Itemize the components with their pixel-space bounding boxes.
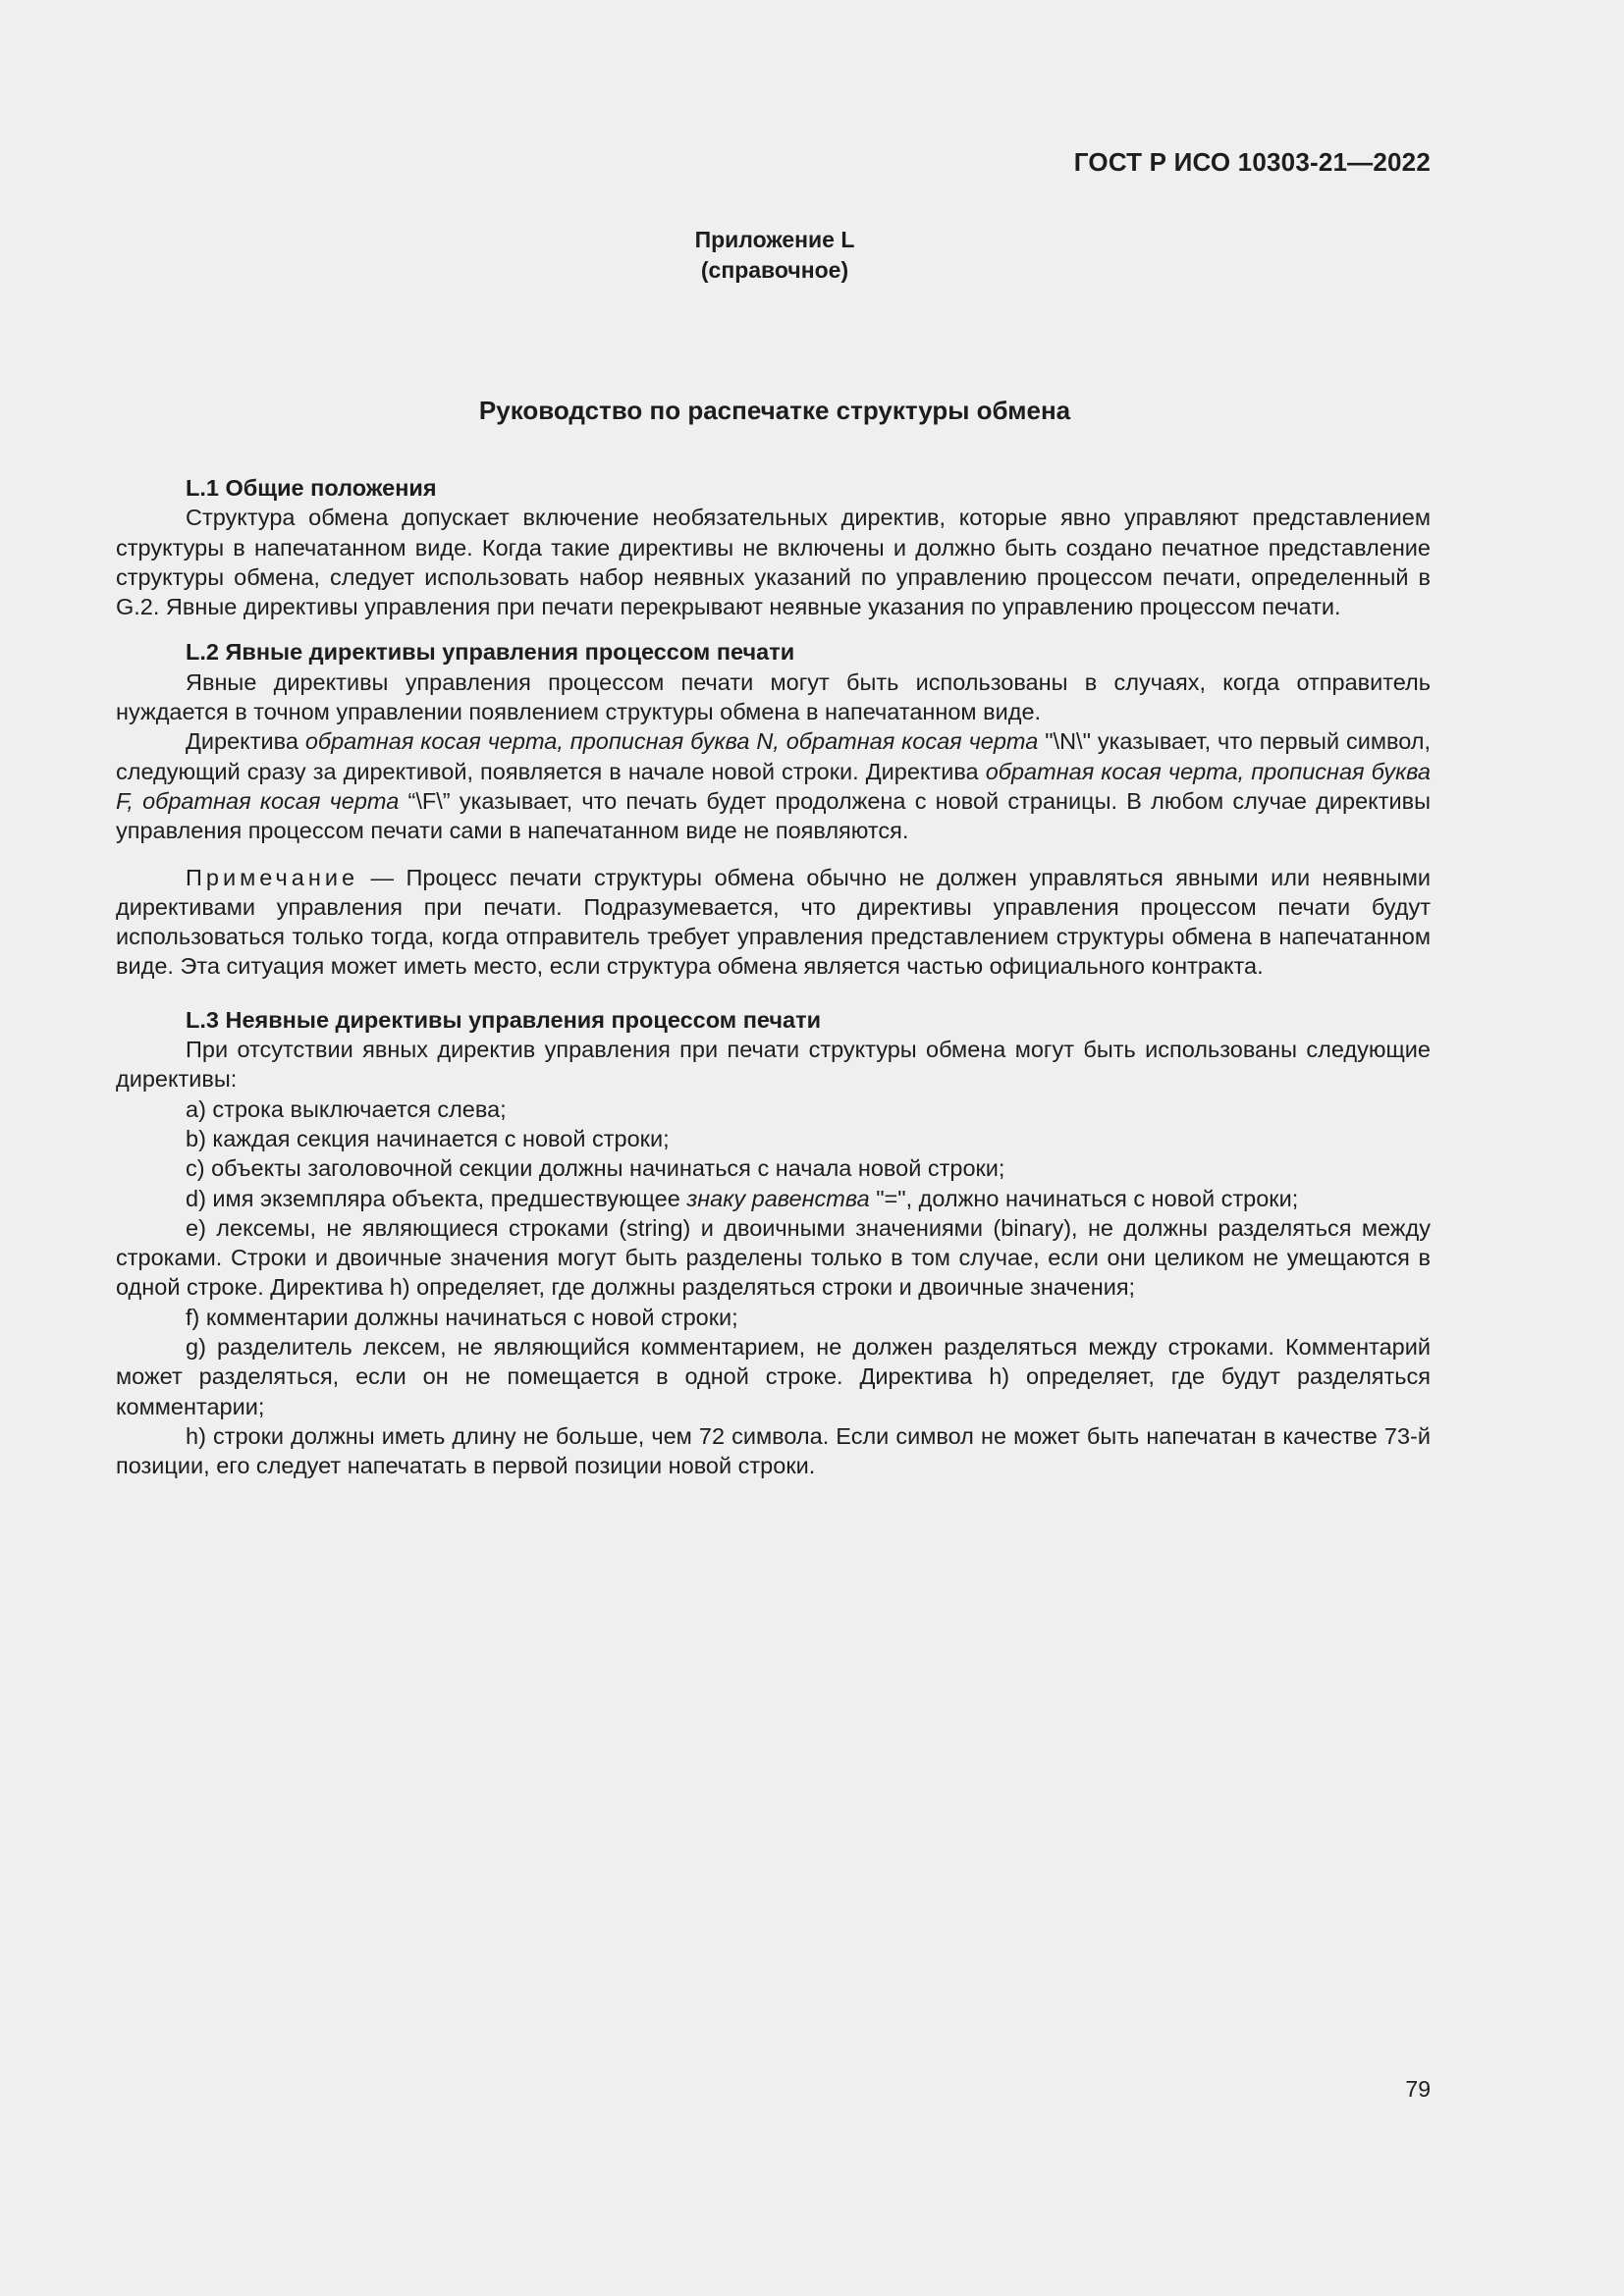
annex-title: Руководство по распечатке структуры обмена [478,396,1071,425]
note-label: Примечание [186,864,359,890]
list-item: g) разделитель лексем, не являющийся комментарием, не должен разделяться между строками. Комментарий может разделяться, если он не помещается в одной строке. Директива h) определяет, где будут разделяться комментарии; [116,1334,1431,1419]
document-identifier: ГОСТ Р ИСО 10303-21—2022 [1073,147,1431,177]
note-paragraph: Примечание — Процесс печати структуры обмена обычно не должен управляться явными или неявными директивами управления при печати. Подразумевается, что директивы управления процессом печати будут использоваться только тогда, когда отправитель требует управления представлением структуры обмена в напечатанном виде. Эта ситуация может иметь место, если структура обмена является частью официального контракта. [116,864,1431,980]
italic-term: знаку равенства [686,1185,870,1211]
list-item: a) строка выключается слева; [186,1095,507,1122]
list-item: h) строки должны иметь длину не больше, чем 72 символа. Если символ не может быть напечатан в качестве 73-й позиции, его следует напечатать в первой позиции новой строки. [116,1422,1431,1479]
document-body [116,473,1431,1481]
annex-type: (справочное) [700,257,849,283]
page-number: 79 [1405,2076,1431,2102]
annex-heading [0,225,1549,286]
list-item: c) объекты заголовочной секции должны начинаться с начала новой строки; [186,1155,1005,1182]
italic-term: обратная косая черта, прописная буква F, обратная косая черта [116,758,1432,814]
list-item: d) имя экземпляра объекта, предшествующее знаку равенства "=", должно начинаться с новой строки; [186,1185,1299,1211]
paragraph: Структура обмена допускает включение необязательных директив, которые явно управляют представлением структуры в напечатанном виде. Когда такие директивы не включены и должно быть создано печатное представление структуры обмена, следует использовать набор неявных указаний по управлению процессом печати, определенный в G.2. Явные директивы управления при печати перекрывают неявные указания по управлению процессом печати. [116,505,1431,620]
italic-term: обратная косая черта, прописная буква N, обратная косая черта [304,728,1039,755]
annex-label: Приложение L [694,227,855,252]
section-heading-l3: L.3 Неявные директивы управления процессом печати [186,1006,822,1033]
paragraph: Директива обратная косая черта, прописная буква N, обратная косая черта "\N\" указывает, что первый символ, следующий сразу за директивой, появляется в начале новой строки. Директива обратная косая черта, прописная буква F, обратная косая черта “\F\” указывает, что печать будет продолжена с новой страницы. В любом случае директивы управления процессом печати сами в напечатанном виде не появляются. [116,728,1432,844]
paragraph: Явные директивы управления процессом печати могут быть использованы в случаях, когда отправитель нуждается в точном управлении появлением структуры обмена в напечатанном виде. [116,668,1431,725]
section-heading-l2: L.2 Явные директивы управления процессом печати [186,639,795,666]
paragraph: При отсутствии явных директив управления при печати структуры обмена могут быть использованы следующие директивы: [116,1037,1431,1093]
list-item: b) каждая секция начинается с новой строки; [186,1125,670,1151]
list-item: f) комментарии должны начинаться с новой строки; [186,1304,738,1330]
section-heading-l1: L.1 Общие положения [186,475,437,501]
list-item: e) лексемы, не являющиеся строками (string) и двоичными значениями (binary), не должны разделяться между строками. Строки и двоичные значения могут быть разделены только в том случае, если они целиком не умещаются в одной строке. Директива h) определяет, где должны разделяться строки и двоичные значения; [116,1214,1431,1301]
